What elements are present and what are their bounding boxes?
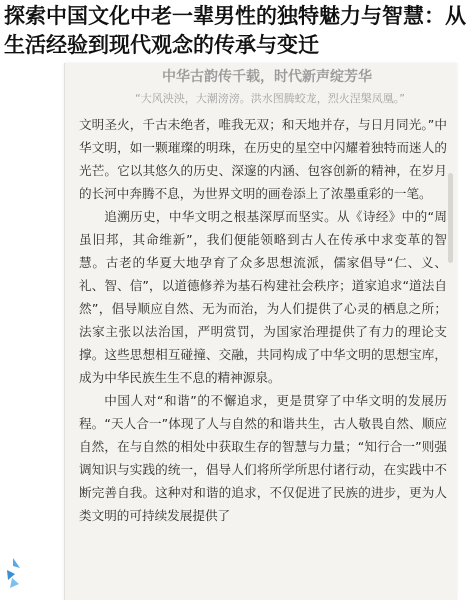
paragraph: 中国人对“和谐”的不懈追求，更是贯穿了中华文明的发展历程。“天人合一”体现了人与自然的和谐共生，古人敬畏自然、顺应自然，在与自然的相处中获取生存的智慧与力量；“知行合一”则强调知识与实践的统一，倡导人们将所学所思付诸行动，在实践中不断完善自我。这种对和谐的追求，不仅促进了民族的进步，更为人类文明的可持续发展提供了 (79, 393, 447, 523)
scrollbar[interactable] (448, 173, 453, 263)
brand-logo-icon (4, 556, 22, 590)
document-subtitle: “大风泱泱，大潮滂滂。洪水图腾蛟龙，烈火涅槃凤凰。” (135, 92, 405, 105)
page-title: 探索中国文化中老一辈男性的独特魅力与智慧：从生活经验到现代观念的传承与变迁 (4, 4, 466, 57)
document-body (79, 113, 447, 527)
document-heading: 中华古韵传千载，时代新声绽芳华 (162, 69, 372, 85)
paragraph: 追溯历史，中华文明之根基深厚而坚实。从《诗经》中的“周虽旧邦，其命维新”，我们便能领略到古人在传承中求变革的智慧。古老的华夏大地孕育了众多思想流派，儒家倡导“仁、义、礼、智、信”，以道德修养为基石构建社会秩序；道家追求“道法自然”，倡导顺应自然、无为而治，为人们提供了心灵的栖息之所；法家主张以法治国，严明赏罚，为国家治理提供了有力的理论支撑。这些思想相互碰撞、交融，共同构成了中华文明的思想宝库，成为中华民族生生不息的精神源泉。 (79, 209, 447, 385)
paragraph: 文明圣火，千古未绝者，唯我无双；和天地并存，与日月同光。”中华文明，如一颗璀璨的明珠，在历史的星空中闪耀着独特而迷人的光芒。它以其悠久的历史、深邃的内涵、包容创新的精神，在岁月的长河中奔腾不息，为世界文明的画卷添上了浓墨重彩的一笔。 (79, 117, 447, 201)
document-image (64, 63, 457, 600)
